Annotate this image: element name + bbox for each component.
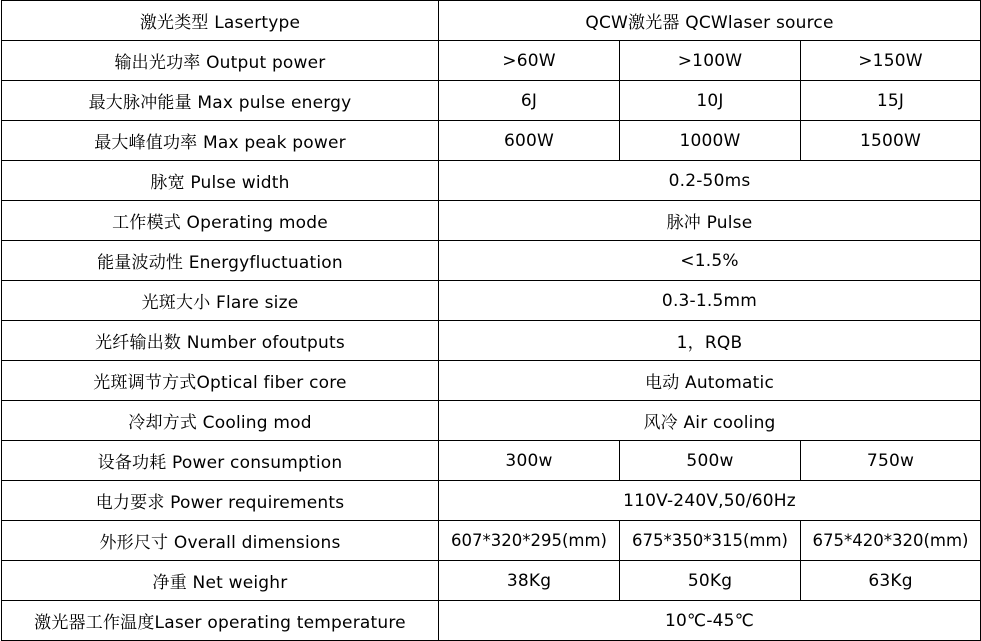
row-label-flare-size: 光斑大小 Flare size [2,281,439,321]
table-row [2,441,981,481]
row-label-max-peak-power: 最大峰值功率 Max peak power [2,121,439,161]
table-row [2,561,981,601]
value-power-requirements: 110V-240V,50/60Hz [439,481,981,521]
table-row [2,41,981,81]
spec-table [1,0,981,641]
value-pulse-energy-60: 6J [439,81,620,121]
value-output-power-100: >100W [620,41,801,81]
row-label-energy-fluctuation: 能量波动性 Energyfluctuation [2,241,439,281]
value-net-weight-100: 50Kg [620,561,801,601]
value-energy-fluctuation: <1.5% [439,241,981,281]
value-power-consumption-150: 750w [801,441,981,481]
value-laser-type: QCW激光器 QCWlaser source [439,1,981,41]
row-label-laser-type: 激光类型 Lasertype [2,1,439,41]
value-peak-power-60: 600W [439,121,620,161]
table-row [2,281,981,321]
table-row [2,401,981,441]
value-net-weight-60: 38Kg [439,561,620,601]
value-flare-size: 0.3-1.5mm [439,281,981,321]
table-row [2,121,981,161]
value-peak-power-150: 1500W [801,121,981,161]
value-number-of-outputs: 1，RQB [439,321,981,361]
value-power-consumption-60: 300w [439,441,620,481]
row-label-overall-dimensions: 外形尺寸 Overall dimensions [2,521,439,561]
row-label-max-pulse-energy: 最大脉冲能量 Max pulse energy [2,81,439,121]
row-label-cooling-mod: 冷却方式 Cooling mod [2,401,439,441]
value-output-power-60: >60W [439,41,620,81]
table-row [2,521,981,561]
value-operating-mode: 脉冲 Pulse [439,201,981,241]
value-net-weight-150: 63Kg [801,561,981,601]
value-cooling-mod: 风冷 Air cooling [439,401,981,441]
value-dimensions-60: 607*320*295(mm) [439,521,620,561]
row-label-power-requirements: 电力要求 Power requirements [2,481,439,521]
table-row [2,361,981,401]
value-pulse-energy-150: 15J [801,81,981,121]
value-operating-temperature: 10℃-45℃ [439,601,981,641]
table-row [2,161,981,201]
table-row [2,481,981,521]
table-row [2,81,981,121]
table-row [2,201,981,241]
value-optical-fiber-core: 电动 Automatic [439,361,981,401]
value-peak-power-100: 1000W [620,121,801,161]
value-pulse-energy-100: 10J [620,81,801,121]
row-label-net-weight: 净重 Net weighr [2,561,439,601]
value-power-consumption-100: 500w [620,441,801,481]
value-output-power-150: >150W [801,41,981,81]
value-pulse-width: 0.2-50ms [439,161,981,201]
row-label-operating-mode: 工作模式 Operating mode [2,201,439,241]
row-label-optical-fiber-core: 光斑调节方式Optical fiber core [2,361,439,401]
row-label-operating-temperature: 激光器工作温度Laser operating temperature [2,601,439,641]
value-dimensions-100: 675*350*315(mm) [620,521,801,561]
table-row [2,321,981,361]
table-row [2,1,981,41]
table-row [2,241,981,281]
row-label-output-power: 输出光功率 Output power [2,41,439,81]
row-label-number-of-outputs: 光纤输出数 Number ofoutputs [2,321,439,361]
row-label-pulse-width: 脉宽 Pulse width [2,161,439,201]
row-label-power-consumption: 设备功耗 Power consumption [2,441,439,481]
value-dimensions-150: 675*420*320(mm) [801,521,981,561]
table-row [2,601,981,641]
